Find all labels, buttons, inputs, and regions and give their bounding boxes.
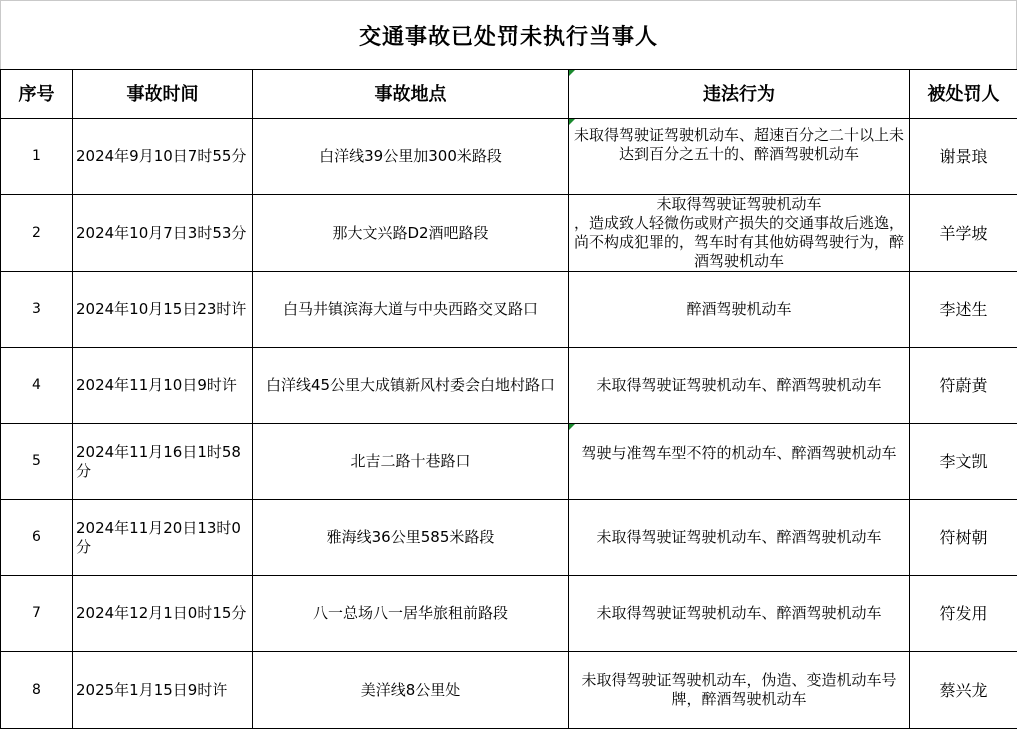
table-row (1, 652, 1017, 729)
violation-text: 未取得驾驶证驾驶机动车 ，造成致人轻微伤或财产损失的交通事故后逃逸，尚不构成犯罪的，驾车时有其他妨碍驾驶行为，醉酒驾驶机动车 (574, 195, 904, 270)
cell-location[interactable]: 那大文兴路D2酒吧路段 (253, 195, 569, 272)
cell-violation[interactable] (569, 500, 910, 576)
cell-time[interactable]: 2024年9月10日7时55分 (73, 119, 253, 195)
violation-text: 未取得驾驶证驾驶机动车、醉酒驾驶机动车 (596, 376, 881, 394)
header-party[interactable]: 被处罚人 (910, 70, 1017, 119)
sheet-title: 交通事故已处罚未执行当事人 (0, 0, 1017, 69)
cell-party[interactable]: 羊学坡 (910, 195, 1017, 272)
cell-time[interactable]: 2024年11月20日13时0分 (73, 500, 253, 576)
header-location[interactable]: 事故地点 (253, 70, 569, 119)
cell-seq[interactable]: 6 (1, 500, 73, 576)
header-seq[interactable]: 序号 (1, 70, 73, 119)
comment-indicator-icon (569, 424, 575, 430)
violation-text: 醉酒驾驶机动车 (686, 300, 791, 318)
cell-violation[interactable] (569, 576, 910, 652)
cell-time[interactable]: 2024年10月7日3时53分 (73, 195, 253, 272)
cell-time[interactable]: 2025年1月15日9时许 (73, 652, 253, 729)
cell-location[interactable]: 北吉二路十巷路口 (253, 424, 569, 500)
table-row (1, 576, 1017, 652)
header-time[interactable]: 事故时间 (73, 70, 253, 119)
header-row (1, 70, 1017, 119)
cell-location[interactable]: 白马井镇滨海大道与中央西路交叉路口 (253, 272, 569, 348)
table-row (1, 424, 1017, 500)
cell-party[interactable]: 符树朝 (910, 500, 1017, 576)
cell-violation[interactable] (569, 652, 910, 729)
cell-time[interactable]: 2024年10月15日23时许 (73, 272, 253, 348)
cell-location[interactable]: 八一总场八一居华旅租前路段 (253, 576, 569, 652)
penalty-table (0, 69, 1017, 729)
cell-location[interactable]: 白洋线39公里加300米路段 (253, 119, 569, 195)
cell-seq[interactable]: 2 (1, 195, 73, 272)
comment-indicator-icon (569, 119, 575, 125)
table-row (1, 348, 1017, 424)
cell-party[interactable]: 谢景琅 (910, 119, 1017, 195)
cell-violation[interactable] (569, 272, 910, 348)
cell-time[interactable]: 2024年12月1日0时15分 (73, 576, 253, 652)
cell-violation[interactable] (569, 195, 910, 272)
violation-text: 未取得驾驶证驾驶机动车、醉酒驾驶机动车 (596, 528, 881, 546)
violation-text: 未取得驾驶证驾驶机动车，伪造、变造机动车号牌，醉酒驾驶机动车 (581, 671, 896, 708)
table-row (1, 195, 1017, 272)
cell-location[interactable]: 白洋线45公里大成镇新风村委会白地村路口 (253, 348, 569, 424)
cell-party[interactable]: 蔡兴龙 (910, 652, 1017, 729)
cell-violation[interactable] (569, 348, 910, 424)
cell-party[interactable]: 李述生 (910, 272, 1017, 348)
comment-indicator-icon (569, 70, 575, 76)
cell-party[interactable]: 符发用 (910, 576, 1017, 652)
cell-location[interactable]: 雅海线36公里585米路段 (253, 500, 569, 576)
cell-party[interactable]: 符蔚黄 (910, 348, 1017, 424)
violation-text: 驾驶与准驾车型不符的机动车、醉酒驾驶机动车 (581, 444, 896, 462)
cell-violation[interactable] (569, 119, 910, 195)
cell-seq[interactable]: 4 (1, 348, 73, 424)
cell-violation[interactable] (569, 424, 910, 500)
cell-location[interactable]: 美洋线8公里处 (253, 652, 569, 729)
cell-seq[interactable]: 8 (1, 652, 73, 729)
table-row (1, 500, 1017, 576)
cell-seq[interactable]: 3 (1, 272, 73, 348)
cell-party[interactable]: 李文凯 (910, 424, 1017, 500)
table-row (1, 119, 1017, 195)
violation-text: 未取得驾驶证驾驶机动车、醉酒驾驶机动车 (596, 604, 881, 622)
cell-seq[interactable]: 5 (1, 424, 73, 500)
violation-text: 未取得驾驶证驾驶机动车、超速百分之二十以上未达到百分之五十的、醉酒驾驶机动车 (574, 126, 904, 163)
table-row (1, 272, 1017, 348)
header-violation[interactable]: 违法行为 (569, 70, 910, 119)
cell-time[interactable]: 2024年11月16日1时58分 (73, 424, 253, 500)
cell-time[interactable]: 2024年11月10日9时许 (73, 348, 253, 424)
cell-seq[interactable]: 1 (1, 119, 73, 195)
cell-seq[interactable]: 7 (1, 576, 73, 652)
